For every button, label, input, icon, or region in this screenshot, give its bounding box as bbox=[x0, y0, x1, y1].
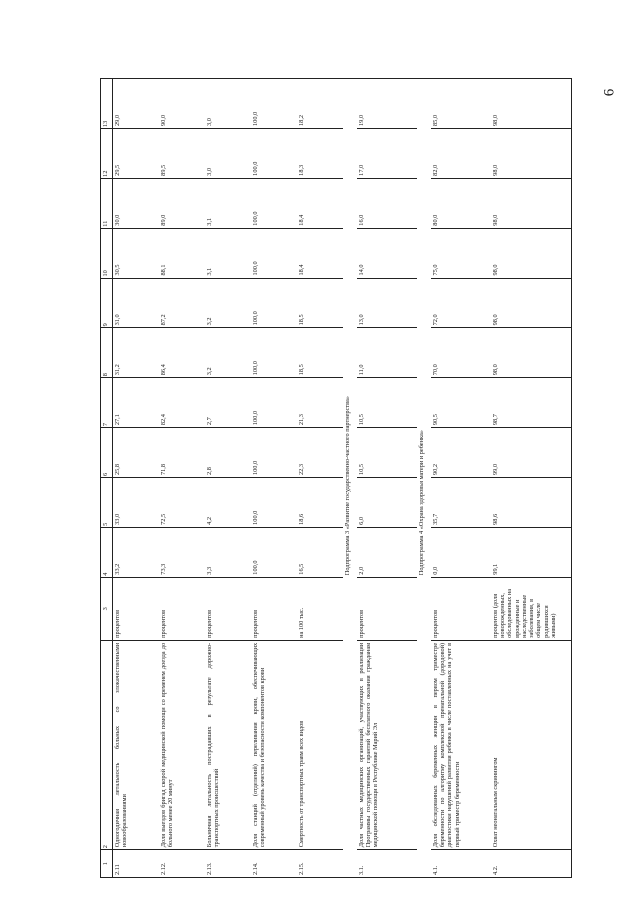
value-cell: 72,5 bbox=[159, 477, 205, 527]
value-cell: 27,1 bbox=[113, 378, 160, 428]
table-row bbox=[205, 79, 251, 878]
value-cell: 30,5 bbox=[113, 228, 160, 278]
value-cell: 29,5 bbox=[113, 128, 160, 178]
value-cell: 18,5 bbox=[297, 278, 343, 328]
column-header: 1 bbox=[101, 850, 113, 878]
value-cell: 75,0 bbox=[431, 228, 491, 278]
value-cell: 30,0 bbox=[113, 178, 160, 228]
unit-of-measure: процентов (доля новорожденных, обследованных на врожденные и наследственные заболевания, в общем числе родившихся живыми) bbox=[491, 577, 572, 640]
indicator-name: Больничная летальность пострадавших в результате дорожно-транспортных происшествий bbox=[205, 640, 251, 849]
value-cell: 4,2 bbox=[205, 477, 251, 527]
value-cell: 100,0 bbox=[251, 79, 297, 129]
column-header: 6 bbox=[101, 428, 113, 478]
value-cell: 29,0 bbox=[113, 79, 160, 129]
value-cell: 89,0 bbox=[159, 178, 205, 228]
row-number: 4.1. bbox=[431, 850, 491, 878]
row-number: 4.2. bbox=[491, 850, 572, 878]
indicator-name: Доля станций (отделений) переливания крови, обеспечивающих современный уровень качества и безопасности компонентов крови bbox=[251, 640, 297, 849]
value-cell: 2,7 bbox=[205, 378, 251, 428]
indicator-name: Смертность от транспортных травм всех видов bbox=[297, 640, 343, 849]
indicator-name: Доля частных медицинских организаций, участвующих в реализации Программы государственных гарантий бесплатного оказания гражданам медицинской помощи в Республике Марий Эл bbox=[357, 640, 417, 849]
value-cell: 90,5 bbox=[431, 378, 491, 428]
column-header: 10 bbox=[101, 228, 113, 278]
value-cell: 100,0 bbox=[251, 128, 297, 178]
indicator-name: Охват неонатальным скринингом bbox=[491, 640, 572, 849]
value-cell: 10,5 bbox=[357, 378, 417, 428]
value-cell: 90,0 bbox=[159, 79, 205, 129]
indicator-name: Доля обследованных беременных женщин в первом триместре беременности по алгоритму комплексной пренатальной (дородовой) диагностики нарушений развития ребенка в числе поставленных на учет в первый триместр беременности bbox=[431, 640, 491, 849]
table-row bbox=[251, 79, 297, 878]
rotated-table-container bbox=[100, 78, 590, 878]
value-cell: 3,1 bbox=[205, 228, 251, 278]
value-cell: 98,0 bbox=[491, 328, 572, 378]
subprogram-spacer bbox=[343, 577, 357, 877]
value-cell: 35,7 bbox=[431, 477, 491, 527]
value-cell: 99,0 bbox=[491, 428, 572, 478]
table-header-row bbox=[101, 79, 113, 878]
table-row bbox=[297, 79, 343, 878]
value-cell: 98,7 bbox=[491, 378, 572, 428]
value-cell: 82,0 bbox=[431, 128, 491, 178]
value-cell: 18,3 bbox=[297, 128, 343, 178]
unit-of-measure: процентов bbox=[205, 577, 251, 640]
indicators-table bbox=[100, 78, 572, 878]
table-row bbox=[491, 79, 572, 878]
value-cell: 17,0 bbox=[357, 128, 417, 178]
unit-of-measure: процентов bbox=[113, 577, 160, 640]
value-cell: 87,2 bbox=[159, 278, 205, 328]
value-cell: 3,0 bbox=[205, 79, 251, 129]
value-cell: 22,3 bbox=[297, 428, 343, 478]
column-header: 11 bbox=[101, 178, 113, 228]
value-cell: 6,0 bbox=[357, 477, 417, 527]
value-cell: 3,2 bbox=[205, 328, 251, 378]
value-cell: 100,0 bbox=[251, 378, 297, 428]
row-number: 2.13. bbox=[205, 850, 251, 878]
value-cell: 70,0 bbox=[431, 328, 491, 378]
row-number: 2.14. bbox=[251, 850, 297, 878]
value-cell: 82,4 bbox=[159, 378, 205, 428]
value-cell: 89,5 bbox=[159, 128, 205, 178]
table-row bbox=[159, 79, 205, 878]
value-cell: 100,0 bbox=[251, 527, 297, 577]
value-cell: 3,3 bbox=[205, 527, 251, 577]
column-header: 4 bbox=[101, 527, 113, 577]
value-cell: 3,1 bbox=[205, 178, 251, 228]
value-cell: 33,2 bbox=[113, 527, 160, 577]
value-cell: 18,4 bbox=[297, 178, 343, 228]
indicator-name: Одногодичная летальность больных со злокачественными новообразованиями bbox=[113, 640, 160, 849]
value-cell: 98,0 bbox=[491, 228, 572, 278]
column-header: 7 bbox=[101, 378, 113, 428]
row-number: 2.15. bbox=[297, 850, 343, 878]
unit-of-measure: процентов bbox=[251, 577, 297, 640]
value-cell: 18,4 bbox=[297, 228, 343, 278]
value-cell: 88,1 bbox=[159, 228, 205, 278]
unit-of-measure: процентов bbox=[159, 577, 205, 640]
value-cell: 16,0 bbox=[357, 178, 417, 228]
value-cell: 86,4 bbox=[159, 328, 205, 378]
row-number: 2.11 bbox=[113, 850, 160, 878]
unit-of-measure: процентов bbox=[357, 577, 417, 640]
value-cell: 100,0 bbox=[251, 278, 297, 328]
table-row bbox=[357, 79, 417, 878]
value-cell: 98,0 bbox=[491, 278, 572, 328]
value-cell: 33,0 bbox=[113, 477, 160, 527]
subprogram-row bbox=[417, 79, 431, 878]
column-header: 12 bbox=[101, 128, 113, 178]
indicator-name: Доля выездов бригад скорой медицинской помощи со временем доезда до больного менее 20 минут bbox=[159, 640, 205, 849]
value-cell: 100,0 bbox=[251, 328, 297, 378]
row-number: 3.1. bbox=[357, 850, 417, 878]
value-cell: 14,0 bbox=[357, 228, 417, 278]
value-cell: 3,2 bbox=[205, 278, 251, 328]
value-cell: 98,6 bbox=[491, 477, 572, 527]
column-header: 5 bbox=[101, 477, 113, 527]
value-cell: 98,0 bbox=[491, 128, 572, 178]
table-row bbox=[113, 79, 160, 878]
value-cell: 19,0 bbox=[357, 79, 417, 129]
value-cell: 18,5 bbox=[297, 328, 343, 378]
column-header: 3 bbox=[101, 577, 113, 640]
value-cell: 90,2 bbox=[431, 428, 491, 478]
value-cell: 99,1 bbox=[491, 527, 572, 577]
value-cell: 2,8 bbox=[205, 428, 251, 478]
value-cell: 73,3 bbox=[159, 527, 205, 577]
column-header: 2 bbox=[101, 640, 113, 849]
value-cell: 80,0 bbox=[431, 178, 491, 228]
subprogram-row bbox=[343, 79, 357, 878]
subprogram-title: Подпрограмма 4 «Охрана здоровья матери и ребенка» bbox=[417, 79, 431, 578]
unit-of-measure: на 100 тыс. bbox=[297, 577, 343, 640]
subprogram-spacer bbox=[417, 577, 431, 877]
table-body bbox=[113, 79, 572, 878]
column-header: 8 bbox=[101, 328, 113, 378]
value-cell: 0,0 bbox=[431, 527, 491, 577]
page-number: 6 bbox=[601, 88, 618, 97]
value-cell: 18,2 bbox=[297, 79, 343, 129]
value-cell: 100,0 bbox=[251, 228, 297, 278]
value-cell: 10,5 bbox=[357, 428, 417, 478]
unit-of-measure: процентов bbox=[431, 577, 491, 640]
subprogram-title: Подпрограмма 3 «Развитие государственно-частного партнерства» bbox=[343, 79, 357, 578]
table-row bbox=[431, 79, 491, 878]
column-header: 9 bbox=[101, 278, 113, 328]
value-cell: 98,0 bbox=[491, 79, 572, 129]
value-cell: 31,2 bbox=[113, 328, 160, 378]
value-cell: 72,0 bbox=[431, 278, 491, 328]
value-cell: 25,8 bbox=[113, 428, 160, 478]
value-cell: 98,0 bbox=[491, 178, 572, 228]
value-cell: 85,0 bbox=[431, 79, 491, 129]
column-header: 13 bbox=[101, 79, 113, 129]
value-cell: 13,0 bbox=[357, 278, 417, 328]
value-cell: 71,8 bbox=[159, 428, 205, 478]
value-cell: 21,3 bbox=[297, 378, 343, 428]
value-cell: 2,0 bbox=[357, 527, 417, 577]
value-cell: 100,0 bbox=[251, 477, 297, 527]
value-cell: 3,0 bbox=[205, 128, 251, 178]
value-cell: 100,0 bbox=[251, 428, 297, 478]
value-cell: 16,5 bbox=[297, 527, 343, 577]
value-cell: 31,0 bbox=[113, 278, 160, 328]
value-cell: 100,0 bbox=[251, 178, 297, 228]
row-number: 2.12. bbox=[159, 850, 205, 878]
value-cell: 11,0 bbox=[357, 328, 417, 378]
value-cell: 18,6 bbox=[297, 477, 343, 527]
